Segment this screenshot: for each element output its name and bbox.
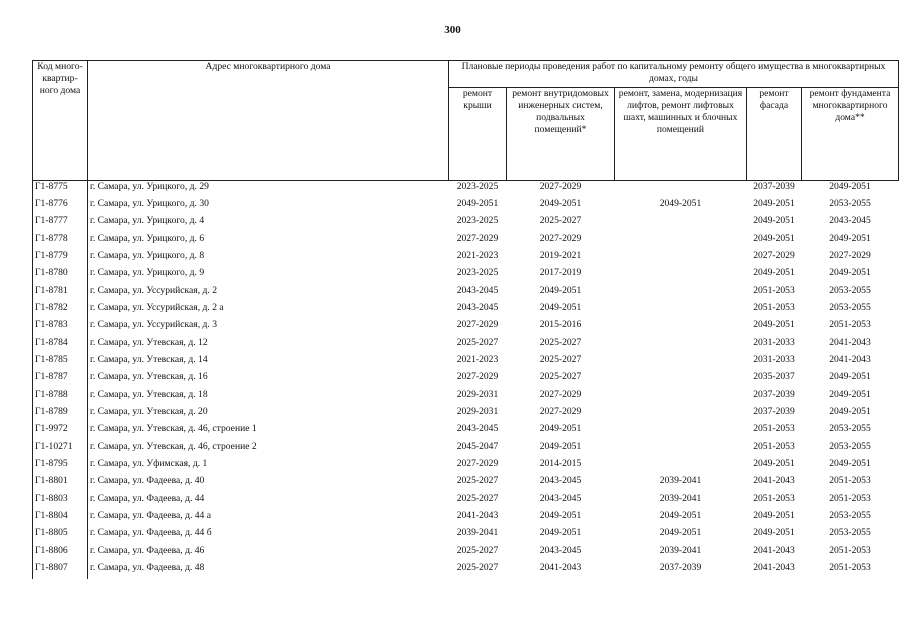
cell-foundation: 2049-2051 <box>829 181 871 192</box>
cell-elevators <box>615 458 747 475</box>
cell-elevators <box>615 389 747 406</box>
table-row <box>33 285 899 302</box>
cell-elevators: 2039-2041 <box>659 492 702 504</box>
cell-engineering: 2049-2051 <box>539 301 582 313</box>
table-body <box>33 181 899 580</box>
cell-roof: 2029-2031 <box>456 388 499 400</box>
cell-roof: 2027-2029 <box>456 371 499 383</box>
cell-code: Г1-8777 <box>33 215 88 232</box>
cell-engineering: 2049-2051 <box>539 423 582 435</box>
cell-facade: 2037-2039 <box>753 388 795 400</box>
cell-engineering: 2025-2027 <box>539 215 582 227</box>
cell-facade: 2041-2043 <box>753 544 795 556</box>
cell-facade: 2049-2051 <box>753 527 795 539</box>
cell-engineering: 2027-2029 <box>539 232 582 244</box>
cell-foundation: 2051-2053 <box>829 319 871 331</box>
header-elevators: ремонт, замена, модернизация лифтов, ремонт лифтовых шахт, машинных и блочных помещений <box>615 88 747 181</box>
cell-roof: 2043-2045 <box>456 284 499 296</box>
cell-address: г. Самара, ул. Утевская, д. 12 <box>88 337 449 354</box>
table-row <box>33 458 899 475</box>
cell-engineering: 2025-2027 <box>539 336 582 348</box>
cell-foundation: 2051-2053 <box>829 544 871 556</box>
cell-facade: 2051-2053 <box>753 423 795 435</box>
cell-elevators: 2039-2041 <box>659 475 702 487</box>
cell-address: г. Самара, ул. Фадеева, д. 40 <box>88 475 449 492</box>
table-row <box>33 198 899 215</box>
cell-address: г. Самара, ул. Утевская, д. 18 <box>88 389 449 406</box>
table-row <box>33 406 899 423</box>
cell-facade: 2049-2051 <box>753 458 795 469</box>
cell-engineering: 2014-2015 <box>539 458 582 469</box>
cell-elevators <box>615 267 747 284</box>
cell-foundation: 2043-2045 <box>829 215 871 227</box>
cell-foundation: 2053-2055 <box>829 423 871 435</box>
cell-engineering: 2043-2045 <box>539 544 582 556</box>
cell-code: Г1-8789 <box>33 406 88 423</box>
cell-roof: 2025-2027 <box>456 562 499 574</box>
cell-facade: 2049-2051 <box>753 510 795 522</box>
cell-facade: 2049-2051 <box>753 232 795 244</box>
cell-elevators <box>615 371 747 388</box>
cell-address: г. Самара, ул. Утевская, д. 46, строение 1 <box>88 423 449 440</box>
cell-engineering: 2049-2051 <box>539 510 582 522</box>
cell-code: Г1-8783 <box>33 319 88 336</box>
cell-code: Г1-8795 <box>33 458 88 475</box>
cell-roof: 2025-2027 <box>456 544 499 556</box>
cell-elevators: 2049-2051 <box>659 527 702 539</box>
table-row <box>33 250 899 267</box>
cell-code: Г1-8784 <box>33 337 88 354</box>
cell-code: Г1-8781 <box>33 285 88 302</box>
header-roof: ремонт крыши <box>449 88 507 181</box>
table-row <box>33 562 899 579</box>
header-code: Код много-квартир-ного дома <box>33 61 88 181</box>
cell-engineering: 2043-2045 <box>539 492 582 504</box>
cell-roof: 2041-2043 <box>456 510 499 522</box>
cell-elevators <box>615 181 747 198</box>
cell-engineering: 2049-2051 <box>539 527 582 539</box>
cell-roof: 2027-2029 <box>456 458 499 469</box>
cell-foundation: 2051-2053 <box>829 475 871 487</box>
cell-engineering: 2019-2021 <box>539 249 582 261</box>
cell-foundation: 2049-2051 <box>829 458 871 469</box>
header-engineering: ремонт внутридомовых инженерных систем, подвальных помещений* <box>507 88 615 181</box>
cell-roof: 2023-2025 <box>456 267 499 279</box>
cell-code: Г1-8801 <box>33 475 88 492</box>
cell-elevators <box>615 285 747 302</box>
cell-address: г. Самара, ул. Утевская, д. 14 <box>88 354 449 371</box>
cell-facade: 2041-2043 <box>753 562 795 574</box>
cell-address: г. Самара, ул. Утевская, д. 16 <box>88 371 449 388</box>
cell-code: Г1-9972 <box>33 423 88 440</box>
cell-facade: 2037-2039 <box>753 405 795 417</box>
cell-facade: 2037-2039 <box>753 181 795 192</box>
cell-code: Г1-8807 <box>33 562 88 579</box>
cell-code: Г1-8778 <box>33 233 88 250</box>
cell-elevators <box>615 354 747 371</box>
cell-roof: 2025-2027 <box>456 492 499 504</box>
cell-address: г. Самара, ул. Фадеева, д. 44 б <box>88 527 449 544</box>
cell-foundation: 2053-2055 <box>829 527 871 539</box>
cell-facade: 2051-2053 <box>753 284 795 296</box>
cell-code: Г1-8805 <box>33 527 88 544</box>
cell-elevators <box>615 441 747 458</box>
cell-roof: 2039-2041 <box>456 527 499 539</box>
cell-facade: 2041-2043 <box>753 475 795 487</box>
cell-engineering: 2027-2029 <box>539 388 582 400</box>
cell-facade: 2049-2051 <box>753 319 795 331</box>
cell-code: Г1-8782 <box>33 302 88 319</box>
cell-elevators <box>615 319 747 336</box>
table-row <box>33 302 899 319</box>
cell-elevators <box>615 233 747 250</box>
table-row <box>33 233 899 250</box>
cell-code: Г1-10271 <box>33 441 88 458</box>
cell-code: Г1-8779 <box>33 250 88 267</box>
table-row <box>33 545 899 562</box>
cell-elevators: 2039-2041 <box>659 544 702 556</box>
cell-foundation: 2049-2051 <box>829 405 871 417</box>
cell-foundation: 2053-2055 <box>829 440 871 452</box>
cell-roof: 2023-2025 <box>456 181 499 192</box>
cell-elevators: 2049-2051 <box>659 510 702 522</box>
table-row <box>33 389 899 406</box>
cell-roof: 2049-2051 <box>456 197 499 209</box>
cell-facade: 2051-2053 <box>753 440 795 452</box>
cell-address: г. Самара, ул. Фадеева, д. 44 <box>88 493 449 510</box>
table-row <box>33 181 899 198</box>
cell-facade: 2049-2051 <box>753 197 795 209</box>
cell-facade: 2035-2037 <box>753 371 795 383</box>
cell-address: г. Самара, ул. Урицкого, д. 4 <box>88 215 449 232</box>
cell-engineering: 2049-2051 <box>539 440 582 452</box>
cell-elevators <box>615 337 747 354</box>
table-row <box>33 423 899 440</box>
header-foundation: ремонт фундамента многоквартирного дома** <box>802 88 899 181</box>
cell-engineering: 2027-2029 <box>539 181 582 192</box>
cell-facade: 2031-2033 <box>753 353 795 365</box>
cell-address: г. Самара, ул. Утевская, д. 46, строение 2 <box>88 441 449 458</box>
cell-foundation: 2027-2029 <box>829 249 871 261</box>
cell-engineering: 2027-2029 <box>539 405 582 417</box>
cell-roof: 2023-2025 <box>456 215 499 227</box>
cell-code: Г1-8780 <box>33 267 88 284</box>
cell-engineering: 2015-2016 <box>539 319 582 331</box>
cell-elevators <box>615 302 747 319</box>
table-row <box>33 493 899 510</box>
table-row <box>33 527 899 544</box>
header-facade: ремонт фасада <box>747 88 802 181</box>
cell-address: г. Самара, ул. Уссурийская, д. 2 а <box>88 302 449 319</box>
cell-roof: 2029-2031 <box>456 405 499 417</box>
cell-address: г. Самара, ул. Фадеева, д. 44 а <box>88 510 449 527</box>
table-row <box>33 441 899 458</box>
cell-facade: 2049-2051 <box>753 267 795 279</box>
cell-address: г. Самара, ул. Урицкого, д. 30 <box>88 198 449 215</box>
cell-code: Г1-8785 <box>33 354 88 371</box>
table-row <box>33 371 899 388</box>
cell-foundation: 2051-2053 <box>829 562 871 574</box>
cell-engineering: 2049-2051 <box>539 197 582 209</box>
cell-roof: 2043-2045 <box>456 301 499 313</box>
cell-code: Г1-8804 <box>33 510 88 527</box>
cell-address: г. Самара, ул. Фадеева, д. 46 <box>88 545 449 562</box>
cell-address: г. Самара, ул. Уссурийская, д. 2 <box>88 285 449 302</box>
cell-foundation: 2053-2055 <box>829 284 871 296</box>
cell-roof: 2027-2029 <box>456 232 499 244</box>
cell-foundation: 2053-2055 <box>829 301 871 313</box>
cell-roof: 2021-2023 <box>456 249 499 261</box>
cell-roof: 2027-2029 <box>456 319 499 331</box>
cell-elevators: 2049-2051 <box>659 197 702 209</box>
table-row <box>33 354 899 371</box>
cell-facade: 2051-2053 <box>753 492 795 504</box>
table-row <box>33 215 899 232</box>
cell-address: г. Самара, ул. Уфимская, д. 1 <box>88 458 449 475</box>
cell-facade: 2027-2029 <box>753 249 795 261</box>
cell-code: Г1-8806 <box>33 545 88 562</box>
cell-roof: 2045-2047 <box>456 440 499 452</box>
cell-address: г. Самара, ул. Урицкого, д. 8 <box>88 250 449 267</box>
header-address: Адрес многоквартирного дома <box>88 61 449 181</box>
cell-foundation: 2051-2053 <box>829 492 871 504</box>
table-row <box>33 510 899 527</box>
cell-address: г. Самара, ул. Фадеева, д. 48 <box>88 562 449 579</box>
cell-address: г. Самара, ул. Урицкого, д. 9 <box>88 267 449 284</box>
table-row <box>33 319 899 336</box>
cell-code: Г1-8803 <box>33 493 88 510</box>
cell-address: г. Самара, ул. Урицкого, д. 29 <box>88 181 449 198</box>
cell-address: г. Самара, ул. Уссурийская, д. 3 <box>88 319 449 336</box>
cell-facade: 2051-2053 <box>753 301 795 313</box>
cell-roof: 2043-2045 <box>456 423 499 435</box>
cell-foundation: 2053-2055 <box>829 510 871 522</box>
page-number: 300 <box>444 24 461 36</box>
cell-facade: 2049-2051 <box>753 215 795 227</box>
cell-engineering: 2025-2027 <box>539 353 582 365</box>
cell-foundation: 2049-2051 <box>829 371 871 383</box>
cell-code: Г1-8788 <box>33 389 88 406</box>
cell-elevators <box>615 423 747 440</box>
cell-code: Г1-8775 <box>33 181 88 198</box>
cell-foundation: 2041-2043 <box>829 353 871 365</box>
cell-foundation: 2041-2043 <box>829 336 871 348</box>
cell-roof: 2025-2027 <box>456 336 499 348</box>
cell-foundation: 2049-2051 <box>829 267 871 279</box>
cell-foundation: 2049-2051 <box>829 232 871 244</box>
cell-code: Г1-8776 <box>33 198 88 215</box>
cell-address: г. Самара, ул. Урицкого, д. 6 <box>88 233 449 250</box>
cell-elevators <box>615 406 747 423</box>
cell-code: Г1-8787 <box>33 371 88 388</box>
cell-facade: 2031-2033 <box>753 336 795 348</box>
cell-roof: 2025-2027 <box>456 475 499 487</box>
table-row <box>33 337 899 354</box>
cell-elevators <box>615 250 747 267</box>
repair-schedule-table <box>32 60 899 579</box>
cell-elevators <box>615 215 747 232</box>
header-periods: Плановые периоды проведения работ по капитальному ремонту общего имущества в многоквартирных домах, годы <box>449 61 899 88</box>
cell-foundation: 2049-2051 <box>829 388 871 400</box>
table-row <box>33 267 899 284</box>
cell-address: г. Самара, ул. Утевская, д. 20 <box>88 406 449 423</box>
cell-foundation: 2053-2055 <box>829 197 871 209</box>
cell-elevators: 2037-2039 <box>659 562 702 574</box>
cell-roof: 2021-2023 <box>456 353 499 365</box>
cell-engineering: 2025-2027 <box>539 371 582 383</box>
cell-engineering: 2041-2043 <box>539 562 582 574</box>
table-row <box>33 475 899 492</box>
cell-engineering: 2043-2045 <box>539 475 582 487</box>
cell-engineering: 2017-2019 <box>539 267 582 279</box>
cell-engineering: 2049-2051 <box>539 284 582 296</box>
